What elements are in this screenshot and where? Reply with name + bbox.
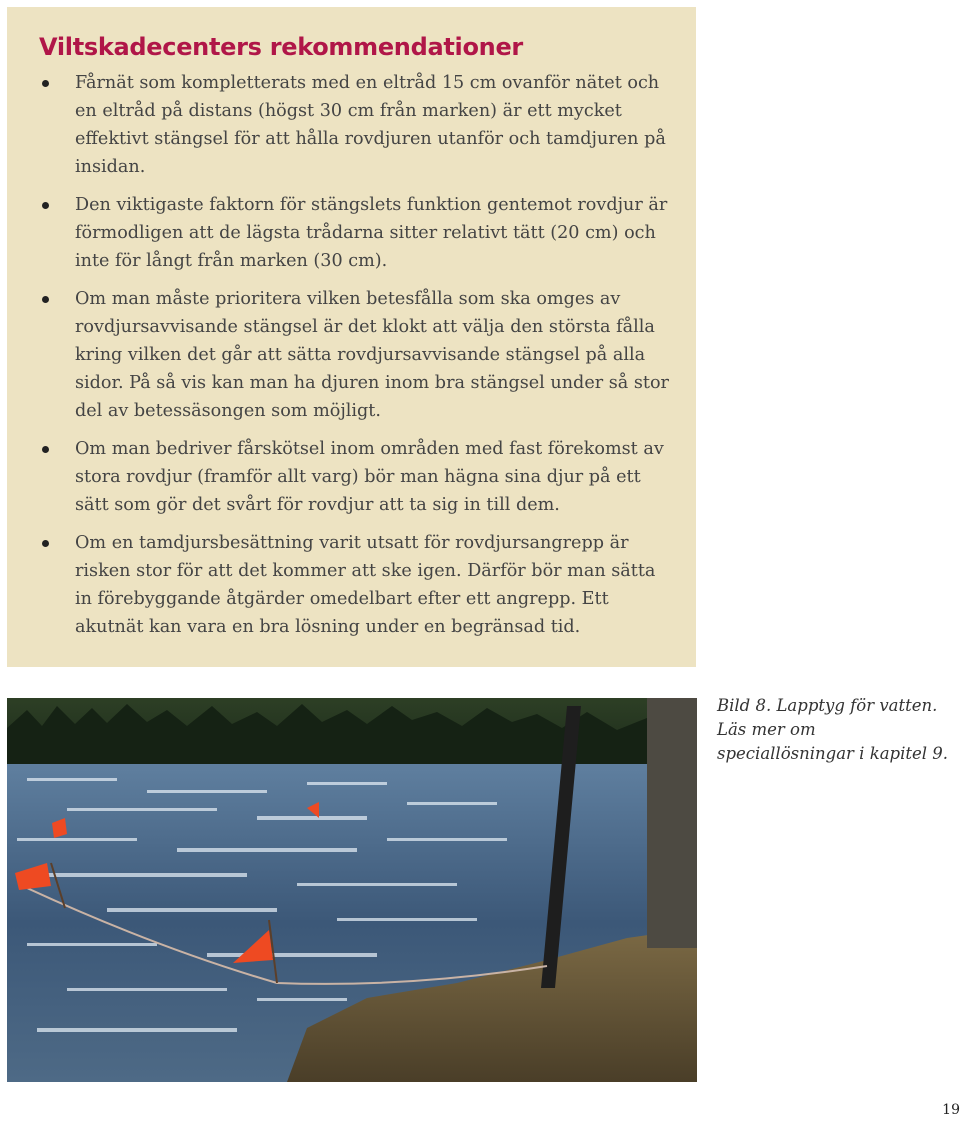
recommendations-box (7, 7, 696, 667)
bullet-icon (42, 80, 49, 87)
list-item (39, 529, 672, 641)
box-title: Viltskadecenters rekommendationer (39, 33, 523, 61)
list-item-text: Om man bedriver fårskötsel inom områden med fast förekomst av stora rovdjur (framför allt varg) bör man hägna sina djur på ett sätt som gör det svårt för rovdjur att ta sig in till dem. (75, 439, 664, 515)
list-item (39, 285, 672, 425)
list-item (39, 191, 672, 275)
list-item-text: Fårnät som kompletterats med en eltråd 15 cm ovanför nätet och en eltråd på distans (högst 30 cm från marken) är ett mycket effektivt stängsel för att hålla rovdjuren utanför och tamdjuren på insidan. (75, 73, 666, 177)
figure-caption: Bild 8. Lapptyg för vatten. Läs mer om speciallösningar i kapitel 9. (717, 696, 949, 763)
page-number: 19 (942, 1102, 960, 1118)
list-item-text: Om man måste prioritera vilken betesfålla som ska omges av rovdjursavvisande stängsel är det klokt att välja den största fålla kring vilken det går att sätta rovdjursavvisande stängsel på alla sidor. På så vis kan man ha djuren inom bra stängsel under så stor del av betessäsongen som möjligt. (75, 289, 669, 421)
tree-trunk (647, 698, 697, 948)
bullet-icon (42, 202, 49, 209)
list-item (39, 69, 672, 181)
list-item-text: Om en tamdjursbesättning varit utsatt för rovdjursangrepp är risken stor för att det kommer att ske igen. Därför bör man sätta in förebyggande åtgärder omedelbart efter ett angrepp. Ett akutnät kan vara en bra lösning under en begränsad tid. (75, 533, 656, 637)
bullet-icon (42, 446, 49, 453)
bullet-icon (42, 540, 49, 547)
list-item-text: Den viktigaste faktorn för stängslets funktion gentemot rovdjur är förmodligen att de lägsta trådarna sitter relativt tätt (20 cm) och inte för långt från marken (30 cm). (75, 195, 668, 271)
list-item (39, 435, 672, 519)
bullet-icon (42, 296, 49, 303)
lake-fence-photo (7, 698, 697, 1082)
recommendations-list (39, 69, 672, 641)
